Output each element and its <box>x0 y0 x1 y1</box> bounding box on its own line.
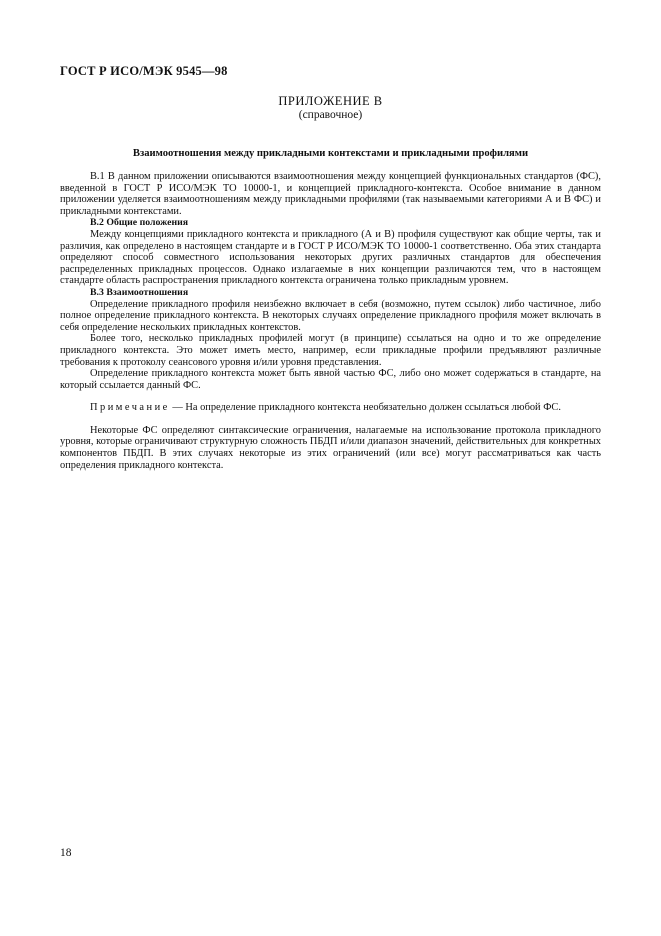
paragraph-b3-1: Определение прикладного профиля неизбежно включает в себя (возможно, путем ссылок) либо частичное, либо полное определение прикладного контекста. В некоторых случаях определение прикладного профиля может включать в себя определение нескольких прикладных контекстов. <box>60 298 601 333</box>
page-number: 18 <box>60 847 72 859</box>
paragraph-b3-3: Определение прикладного контекста может быть явной частью ФС, либо оно может содержаться в стандарте, на который ссылается данный ФС. <box>60 368 601 391</box>
subheading-b3: В.3 Взаимоотношения <box>90 286 189 298</box>
paragraph-b3-4: Некоторые ФС определяют синтаксические ограничения, налагаемые на использование протокола прикладного уровня, которые ограничивают структурную сложность ПБДП и/или диапазон значений, действительных для конкретных компонентов ПБДП. В этих случаях некоторые из этих ограничений (или все) могут рассматриваться как часть определения прикладного контекста. <box>60 424 601 471</box>
document-body <box>60 171 601 471</box>
subheading-b2: В.2 Общие положения <box>90 217 189 229</box>
note-text: — На определение прикладного контекста необязательно должен ссылаться любой ФС. <box>169 402 561 414</box>
section-title: Взаимоотношения между прикладными контекстами и прикладными профилями <box>132 148 529 159</box>
paragraph-b2: Между концепциями прикладного контекста и прикладного (А и В) профиля существуют как общие черты, так и различия, как определено в настоящем стандарте и в ГОСТ Р ИСО/МЭК ТО 10000-1 соответственно. Оба этих стандарта определяют способ совместного использования некоторых других различных стандартов для обеспечения распределенных прикладных процессов. Однако излагаемые в них концепции различаются тем, что в настоящем стандарте область распространения прикладного контекста ограничена только прикладным уровнем. <box>60 228 601 287</box>
paragraph-b3-2: Более того, несколько прикладных профилей могут (в принципе) ссылаться на одно и то же определение прикладного контекста. Это может иметь место, например, если прикладные профили предъявляют различные требования к протоколу сеансового уровня и/или уровня представления. <box>60 333 601 368</box>
note-label: Примечание <box>90 402 170 414</box>
paragraph-b1: В.1 В данном приложении описываются взаимоотношения между концепцией функциональных стандартов (ФС), введенной в ГОСТ Р ИСО/МЭК ТО 10000-1, и концепцией прикладного-контекста. Особое внимание в данном приложении уделяется взаимоотношениям между прикладными профилями (так называемыми категориями А и В ФС) и прикладными контекстами. <box>60 171 601 217</box>
appendix-subtitle: (справочное) <box>298 109 363 121</box>
standard-code-header: ГОСТ Р ИСО/МЭК 9545—98 <box>60 64 228 78</box>
note-paragraph <box>60 402 601 414</box>
appendix-title: ПРИЛОЖЕНИЕ В <box>278 94 383 108</box>
